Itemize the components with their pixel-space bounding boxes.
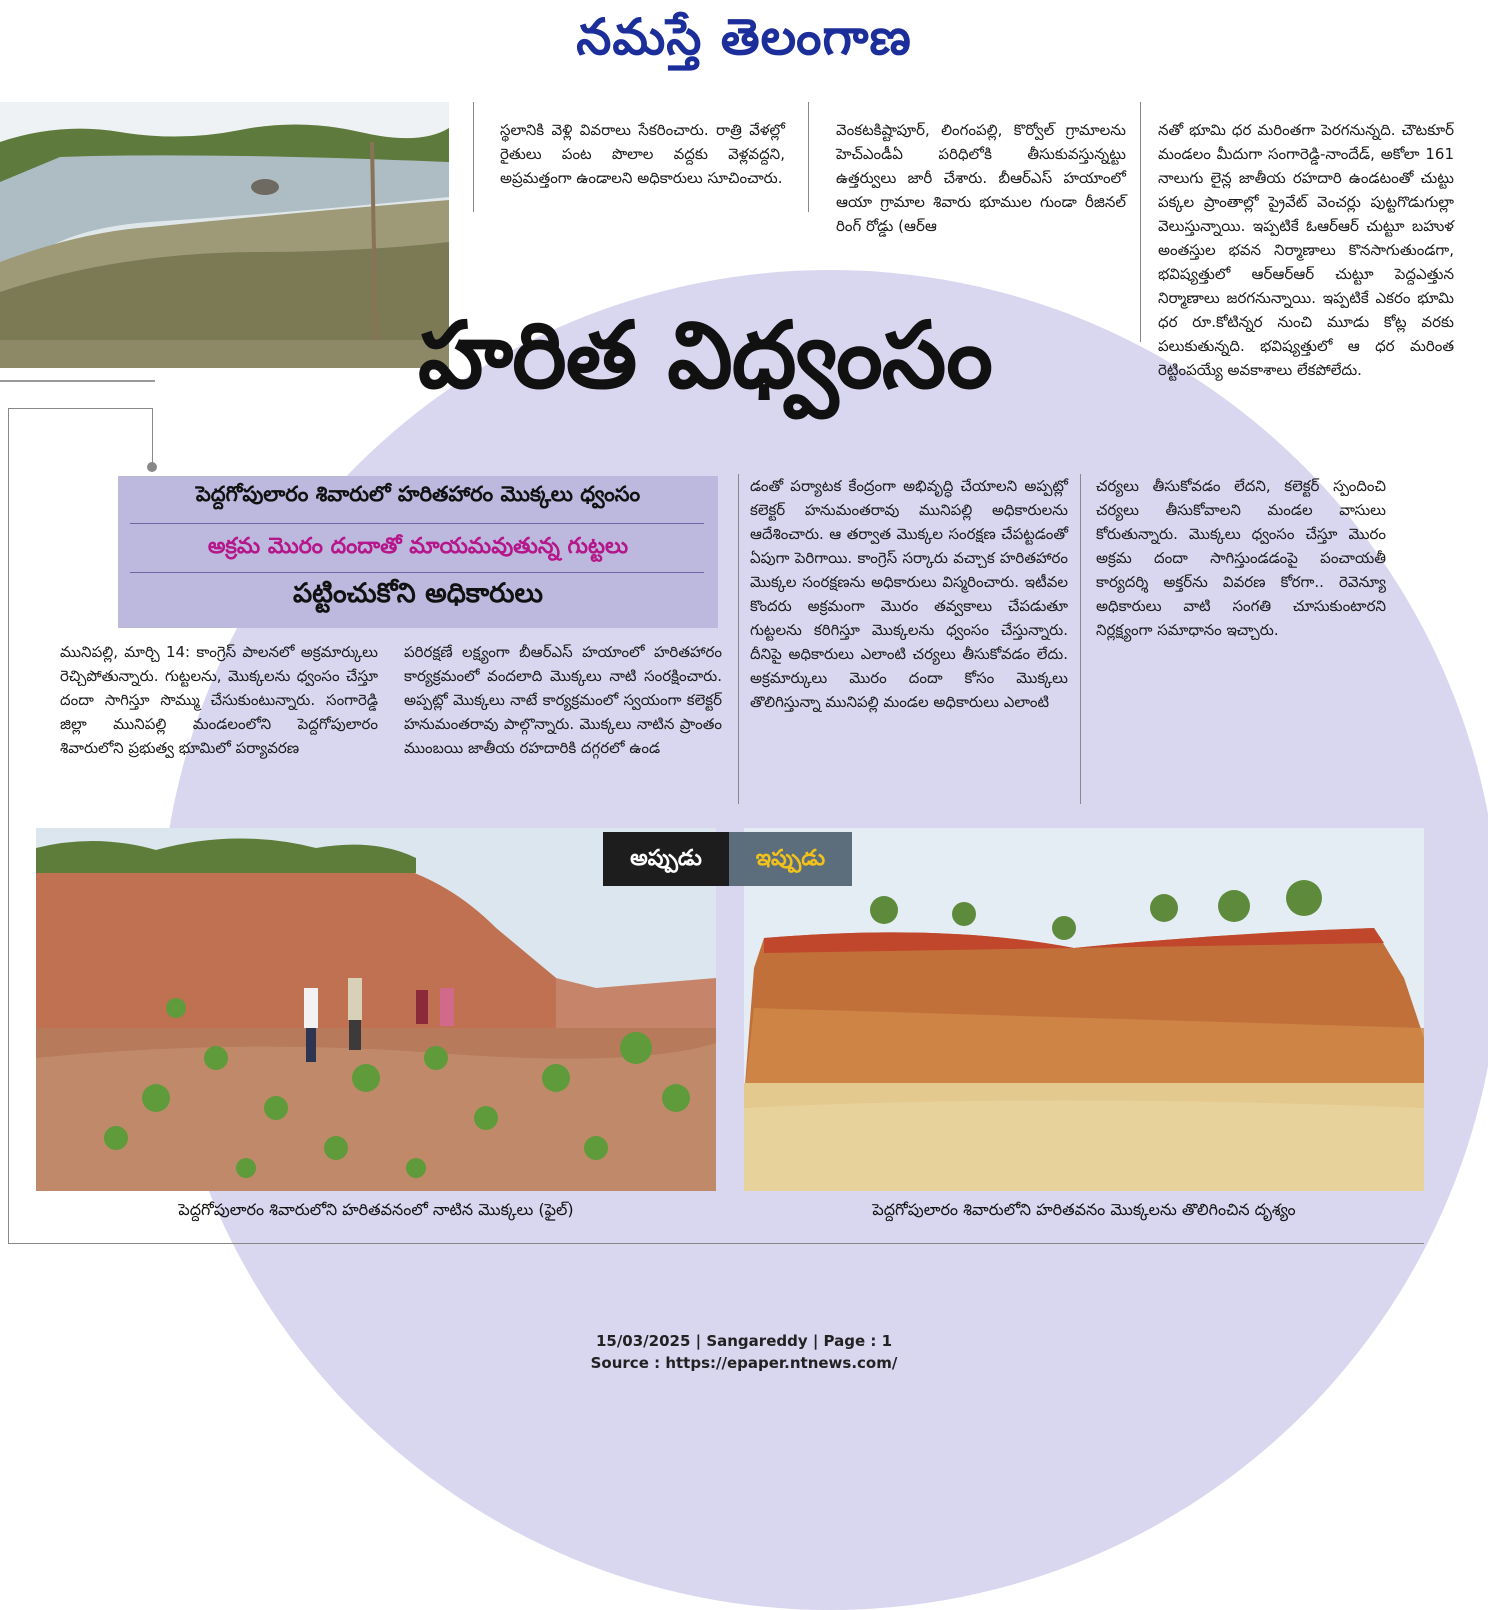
- body-column-1: మునిపల్లి, మార్చి 14: కాంగ్రెస్ పాలనలో అక్రమార్కులు రెచ్చిపోతున్నారు. గుట్టలను, మొక్కలను ధ్వంసం చేస్తూ దందా సాగిస్తూ సొమ్ము చేసుకుంటున్నారు. సంగారెడ్డి జిల్లా మునిపల్లి మండలంలోని పెద్దగోపులారం శివారులోని ప్రభుత్వ భూమిలో పర్యావరణ: [60, 643, 378, 757]
- column-rule: [738, 474, 739, 804]
- column-rule: [1080, 474, 1081, 804]
- top-column-1: స్థలానికి వెళ్లి వివరాలు సేకరించారు. రాత్రి వేళల్లో రైతులు పంట పొలాల వద్దకు వెళ్లవద్దని, అప్రమత్తంగా ఉండాలని అధికారులు సూచించారు.: [500, 121, 785, 187]
- masthead: నమస్తే తెలంగాణ: [576, 8, 912, 66]
- body-column-4: చర్యలు తీసుకోవడం లేదని, కలెక్టర్ స్పందించి చర్యలు తీసుకోవాలని మండల వాసులు కోరుతున్నారు. మొక్కలు ధ్వంసం చేస్తూ మొరం అక్రమ దందా సాగిస్తుండడంపై పంచాయతీ కార్యదర్శి అక్తర్‌ను వివరణ కోరగా.. రెవెన్యూ అధికారులు వాటి సంగతి చూసుకుంటారని నిర్లక్ష్యంగా సమాధానం ఇచ్చారు.: [1096, 477, 1386, 639]
- footer-source-line: Source : https://epaper.ntnews.com/: [590, 1354, 898, 1372]
- subhead-divider: [130, 572, 704, 573]
- connector-line-vertical: [152, 408, 153, 468]
- bottom-rule: [8, 1243, 1424, 1244]
- connector-dot: [147, 462, 157, 472]
- subhead-divider: [130, 523, 704, 524]
- body-column-3: డంతో పర్యాటక కేంద్రంగా అభివృద్ధి చేయాలని అప్పట్లో కలెక్టర్ హనుమంతరావు మునిపల్లి అధికారులను ఆదేశించారు. ఆ తర్వాత మొక్కల సంరక్షణ చేపట్టడంతో ఏపుగా పెరిగాయి. కాంగ్రెస్ సర్కారు వచ్చాక హరితహారం మొక్కల సంరక్షణను అధికారులు విస్మరించారు. ఇటీవల కొందరు అక్రమంగా మొరం తవ్వకాలు చేపడుతూ గుట్టలను కరిగిస్తూ మొక్కలను ధ్వంసం చేస్తున్నారు. దీనిపై అధికారులు ఎలాంటి చర్యలు తీసుకోవడం లేదు. అక్రమార్కులు మొరం దందా కోసం మొక్కలు తొలిగిస్తున్నా మునిపల్లి మండల అధికారులు ఎలాంటి: [750, 477, 1068, 711]
- photo-rule: [0, 380, 155, 382]
- headline: హరిత విధ్వంసం: [418, 302, 992, 409]
- column-rule: [473, 102, 474, 212]
- tag-before: అప్పుడు: [603, 832, 729, 886]
- top-column-3: నతో భూమి ధర మరింతగా పెరగనున్నది. చౌటకూర్ మండలం మీదుగా సంగారెడ్డి-నాందేడ్, అకోలా 161 నాలుగు లైన్ల జాతీయ రహదారి ఉండటంతో చుట్టు పక్కల ప్రాంతాల్లో ప్రైవేట్ వెంచర్లు పుట్టగొడుగుల్లా వెలుస్తున్నాయి. ఇప్పటికే ఓఆర్ఆర్ చుట్టూ బహుళ అంతస్తుల భవన నిర్మాణాలు కొనసాగుతుండగా, భవిష్యత్తులో ఆర్ఆర్ఆర్ చుట్టూ పెద్దఎత్తున నిర్మాణాలు జరగనున్నాయి. ఇప్పటికే ఎకరం భూమి ధర రూ.కోటిన్నర నుంచి మూడు కోట్ల వరకు పలుకుతున్నది. భవిష్యత్తులో ఆ ధర మరింత రెట్టింపయ్యే అవకాశాలు లేకపోలేదు.: [1158, 121, 1454, 379]
- top-column-2: వెంకటకిష్టాపూర్, లింగంపల్లి, కొర్వోల్ గ్రామాలను హెచ్ఎండీఏ పరిధిలోకి తీసుకువస్తున్నట్టు ఉత్తర్వులు జారీ చేశారు. బీఆర్ఎస్ హయాంలో ఆయా గ్రామాల శివారు భూముల గుండా రీజినల్ రింగ్ రోడ్డు (ఆర్ఆ: [836, 121, 1126, 235]
- subhead-line-1: పెద్దగోపులారం శివారులో హరితహారం మొక్కలు ధ్వంసం: [195, 482, 641, 506]
- left-border-line: [8, 408, 9, 1243]
- body-column-2: పరిరక్షణే లక్ష్యంగా బీఆర్ఎస్ హయాంలో హరితహారం కార్యక్రమంలో వందలాది మొక్కలు నాటి సంరక్షించారు. అప్పట్లో మొక్కలు నాటే కార్యక్రమంలో స్వయంగా కలెక్టర్ హనుమంతరావు పాల్గొన్నారు. మొక్కలు నాటిన ప్రాంతం ముంబయి జాతీయ రహదారికి దగ్గరలో ఉండ: [404, 643, 722, 757]
- caption-left: పెద్దగోపులారం శివారులోని హరితవనంలో నాటిన మొక్కలు (ఫైల్): [178, 1200, 574, 1219]
- caption-right: పెద్దగోపులారం శివారులోని హరితవనం మొక్కలను తొలిగించిన దృశ్యం: [872, 1200, 1296, 1219]
- tag-after: ఇప్పుడు: [729, 832, 852, 886]
- subhead-line-2: అక్రమ మొరం దందాతో మాయమవుతున్న గుట్టలు: [207, 534, 629, 559]
- column-rule: [1140, 102, 1141, 342]
- connector-line: [8, 408, 152, 409]
- footer-date-line: 15/03/2025 | Sangareddy | Page : 1: [595, 1332, 893, 1350]
- subhead-line-3: పట్టించుకోని అధికారులు: [292, 578, 544, 609]
- column-rule: [808, 102, 809, 212]
